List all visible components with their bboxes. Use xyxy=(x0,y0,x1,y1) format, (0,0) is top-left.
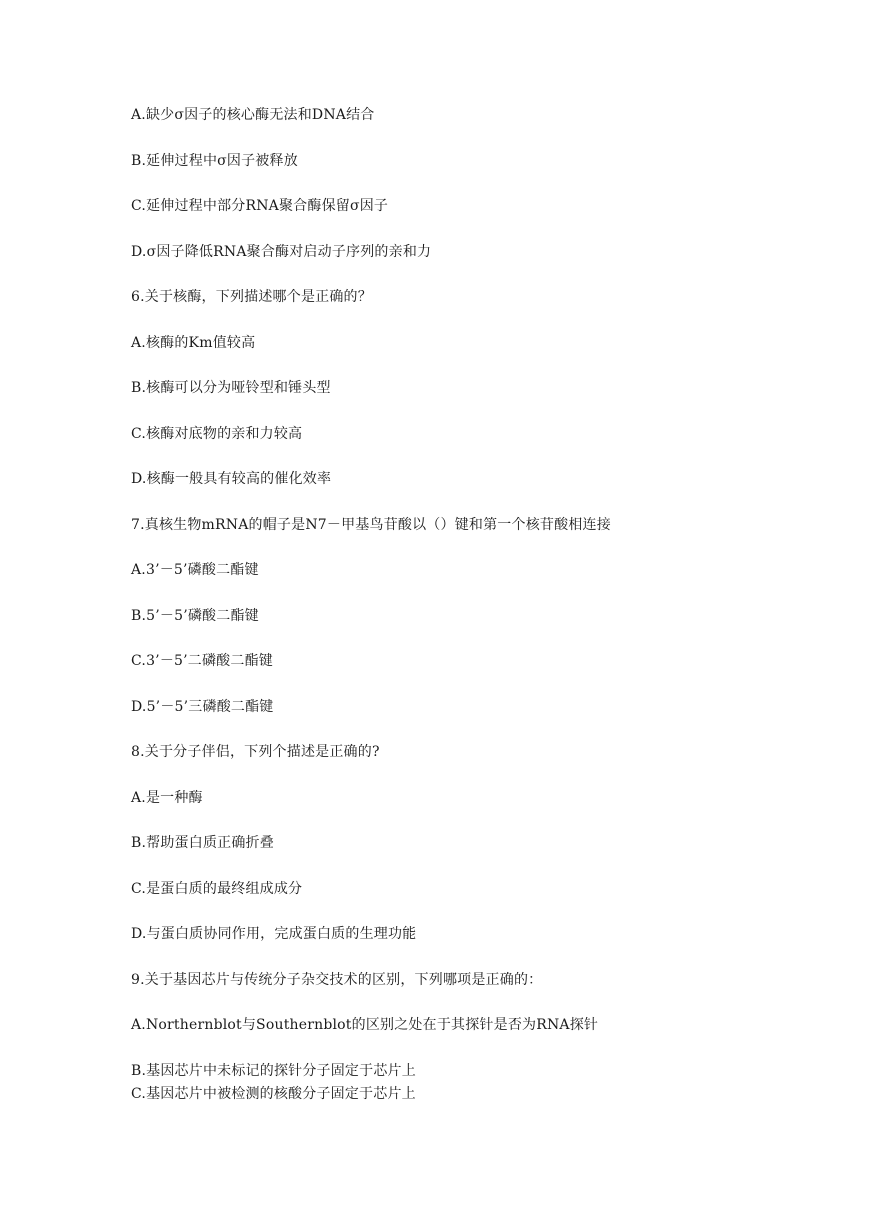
option-8a: A.是一种酶 xyxy=(131,790,203,806)
option-7b: B.5’－5’磷酸二酯键 xyxy=(131,608,259,624)
question-8: 8.关于分子伴侣，下列个描述是正确的? xyxy=(131,744,380,760)
option-6a: A.核酶的Km值较高 xyxy=(131,335,256,351)
option-6b: B.核酶可以分为哑铃型和锤头型 xyxy=(131,380,331,396)
option-6d: D.核酶一般具有较高的催化效率 xyxy=(131,471,332,487)
option-7c: C.3’－5’二磷酸二酯键 xyxy=(131,653,273,669)
option-9c: C.基因芯片中被检测的核酸分子固定于芯片上 xyxy=(131,1086,416,1102)
question-9: 9.关于基因芯片与传统分子杂交技术的区别，下列哪项是正确的： xyxy=(131,972,543,988)
question-6: 6.关于核酶，下列描述哪个是正确的？ xyxy=(131,289,372,305)
option-5c: C.延伸过程中部分RNA聚合酶保留σ因子 xyxy=(131,198,389,214)
option-5b: B.延伸过程中σ因子被释放 xyxy=(131,153,298,169)
option-8c: C.是蛋白质的最终组成成分 xyxy=(131,881,303,897)
option-8d: D.与蛋白质协同作用，完成蛋白质的生理功能 xyxy=(131,926,417,942)
question-7: 7.真核生物mRNA的帽子是N7－甲基鸟苷酸以（）键和第一个核苷酸相连接 xyxy=(131,517,611,533)
option-9a: A.Northernblot与Southernblot的区别之处在于其探针是否为RNA探针 xyxy=(131,1017,599,1033)
option-8b: B.帮助蛋白质正确折叠 xyxy=(131,835,274,851)
option-7a: A.3’－5’磷酸二酯键 xyxy=(131,562,259,578)
option-7d: D.5’－5’三磷酸二酯键 xyxy=(131,699,274,715)
option-6c: C.核酶对底物的亲和力较高 xyxy=(131,426,303,442)
option-5d: D.σ因子降低RNA聚合酶对启动子序列的亲和力 xyxy=(131,244,432,260)
option-9b: B.基因芯片中未标记的探针分子固定于芯片上 xyxy=(131,1063,416,1079)
option-5a: A.缺少σ因子的核心酶无法和DNA结合 xyxy=(131,107,375,123)
